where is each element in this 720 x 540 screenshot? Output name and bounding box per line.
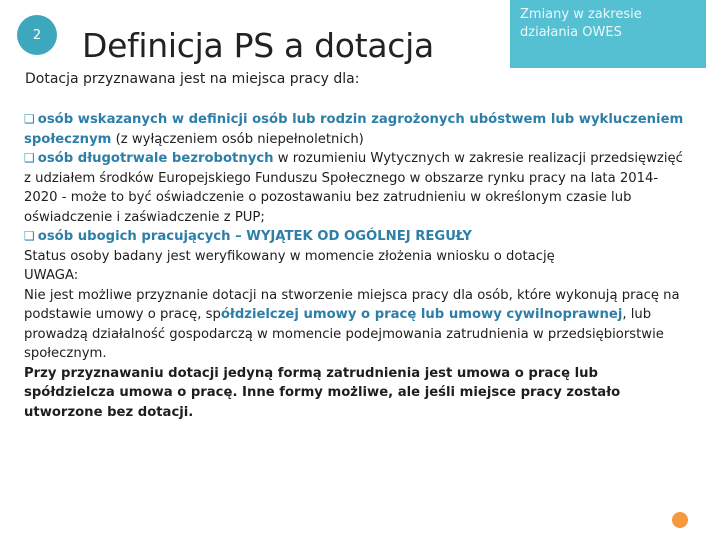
checkbox-bullet-icon: ❑ <box>24 151 35 165</box>
warning-paragraph <box>24 286 684 364</box>
bullet-bold-text: osób długotrwale bezrobotnych <box>37 151 274 166</box>
checkbox-bullet-icon: ❑ <box>24 229 35 243</box>
content-body <box>24 110 684 422</box>
orange-dot-icon <box>672 512 688 528</box>
warning-text-bold: ółdzielczej umowy o pracę lub umowy cywilnoprawnej <box>220 307 623 322</box>
bullet-item <box>24 149 684 227</box>
bullet-text: w rozumieniu Wytycznych w zakresie realizacji przedsięwzięć z udziałem środków Europejskiego Funduszu Społecznego w obszarze rynku pracy na lata 2014-2020 - może to być oświadczenie o pozostawaniu bez zatrudnieniu w określonym czasie lub oświadczenie i zaświadczenie z PUP; <box>24 151 683 225</box>
slide-number-badge <box>17 15 57 55</box>
bullet-item <box>24 110 684 149</box>
bullet-item <box>24 227 684 247</box>
slide-number: 2 <box>32 27 42 43</box>
note-paragraph: Przy przyznawaniu dotacji jedyną formą zatrudnienia jest umowa o pracę lub spółdzielcza umowa o pracę. Inne formy możliwe, ale jeśli miejsce pracy zostało utworzone bez dotacji. <box>24 365 621 420</box>
uwaga-label: UWAGA: <box>24 268 79 283</box>
subtitle: Dotacja przyznawana jest na miejsca pracy dla: <box>25 71 360 87</box>
bullet-bold-text: osób ubogich pracujących – WYJĄTEK OD OGÓLNEJ REGUŁY <box>37 229 472 244</box>
warning-text-1: Nie jest możliwe przyznanie dotacji na stworzenie miejsca pracy dla osób, które wykonują pracę na podstawie umowy o pracę, sp <box>24 287 680 322</box>
bullet-bold-text: osób wskazanych w definicji osób lub rodzin zagrożonych ubóstwem lub wykluczeniem społecznym <box>24 112 684 147</box>
checkbox-bullet-icon: ❑ <box>24 112 35 126</box>
page-title: Definicja PS a dotacja <box>82 26 434 65</box>
topic-label: Zmiany w zakresie działania OWES <box>520 7 642 40</box>
bullet-text: (z wyłączeniem osób niepełnoletnich) <box>111 131 364 147</box>
status-text: Status osoby badany jest weryfikowany w momencie złożenia wniosku o dotację <box>24 248 555 264</box>
topic-box <box>510 0 706 68</box>
warning-text-2: , lub prowadzą działalność gospodarczą w momencie podejmowania zatrudnienia w przedsiębiorstwie społecznym. <box>24 307 664 361</box>
